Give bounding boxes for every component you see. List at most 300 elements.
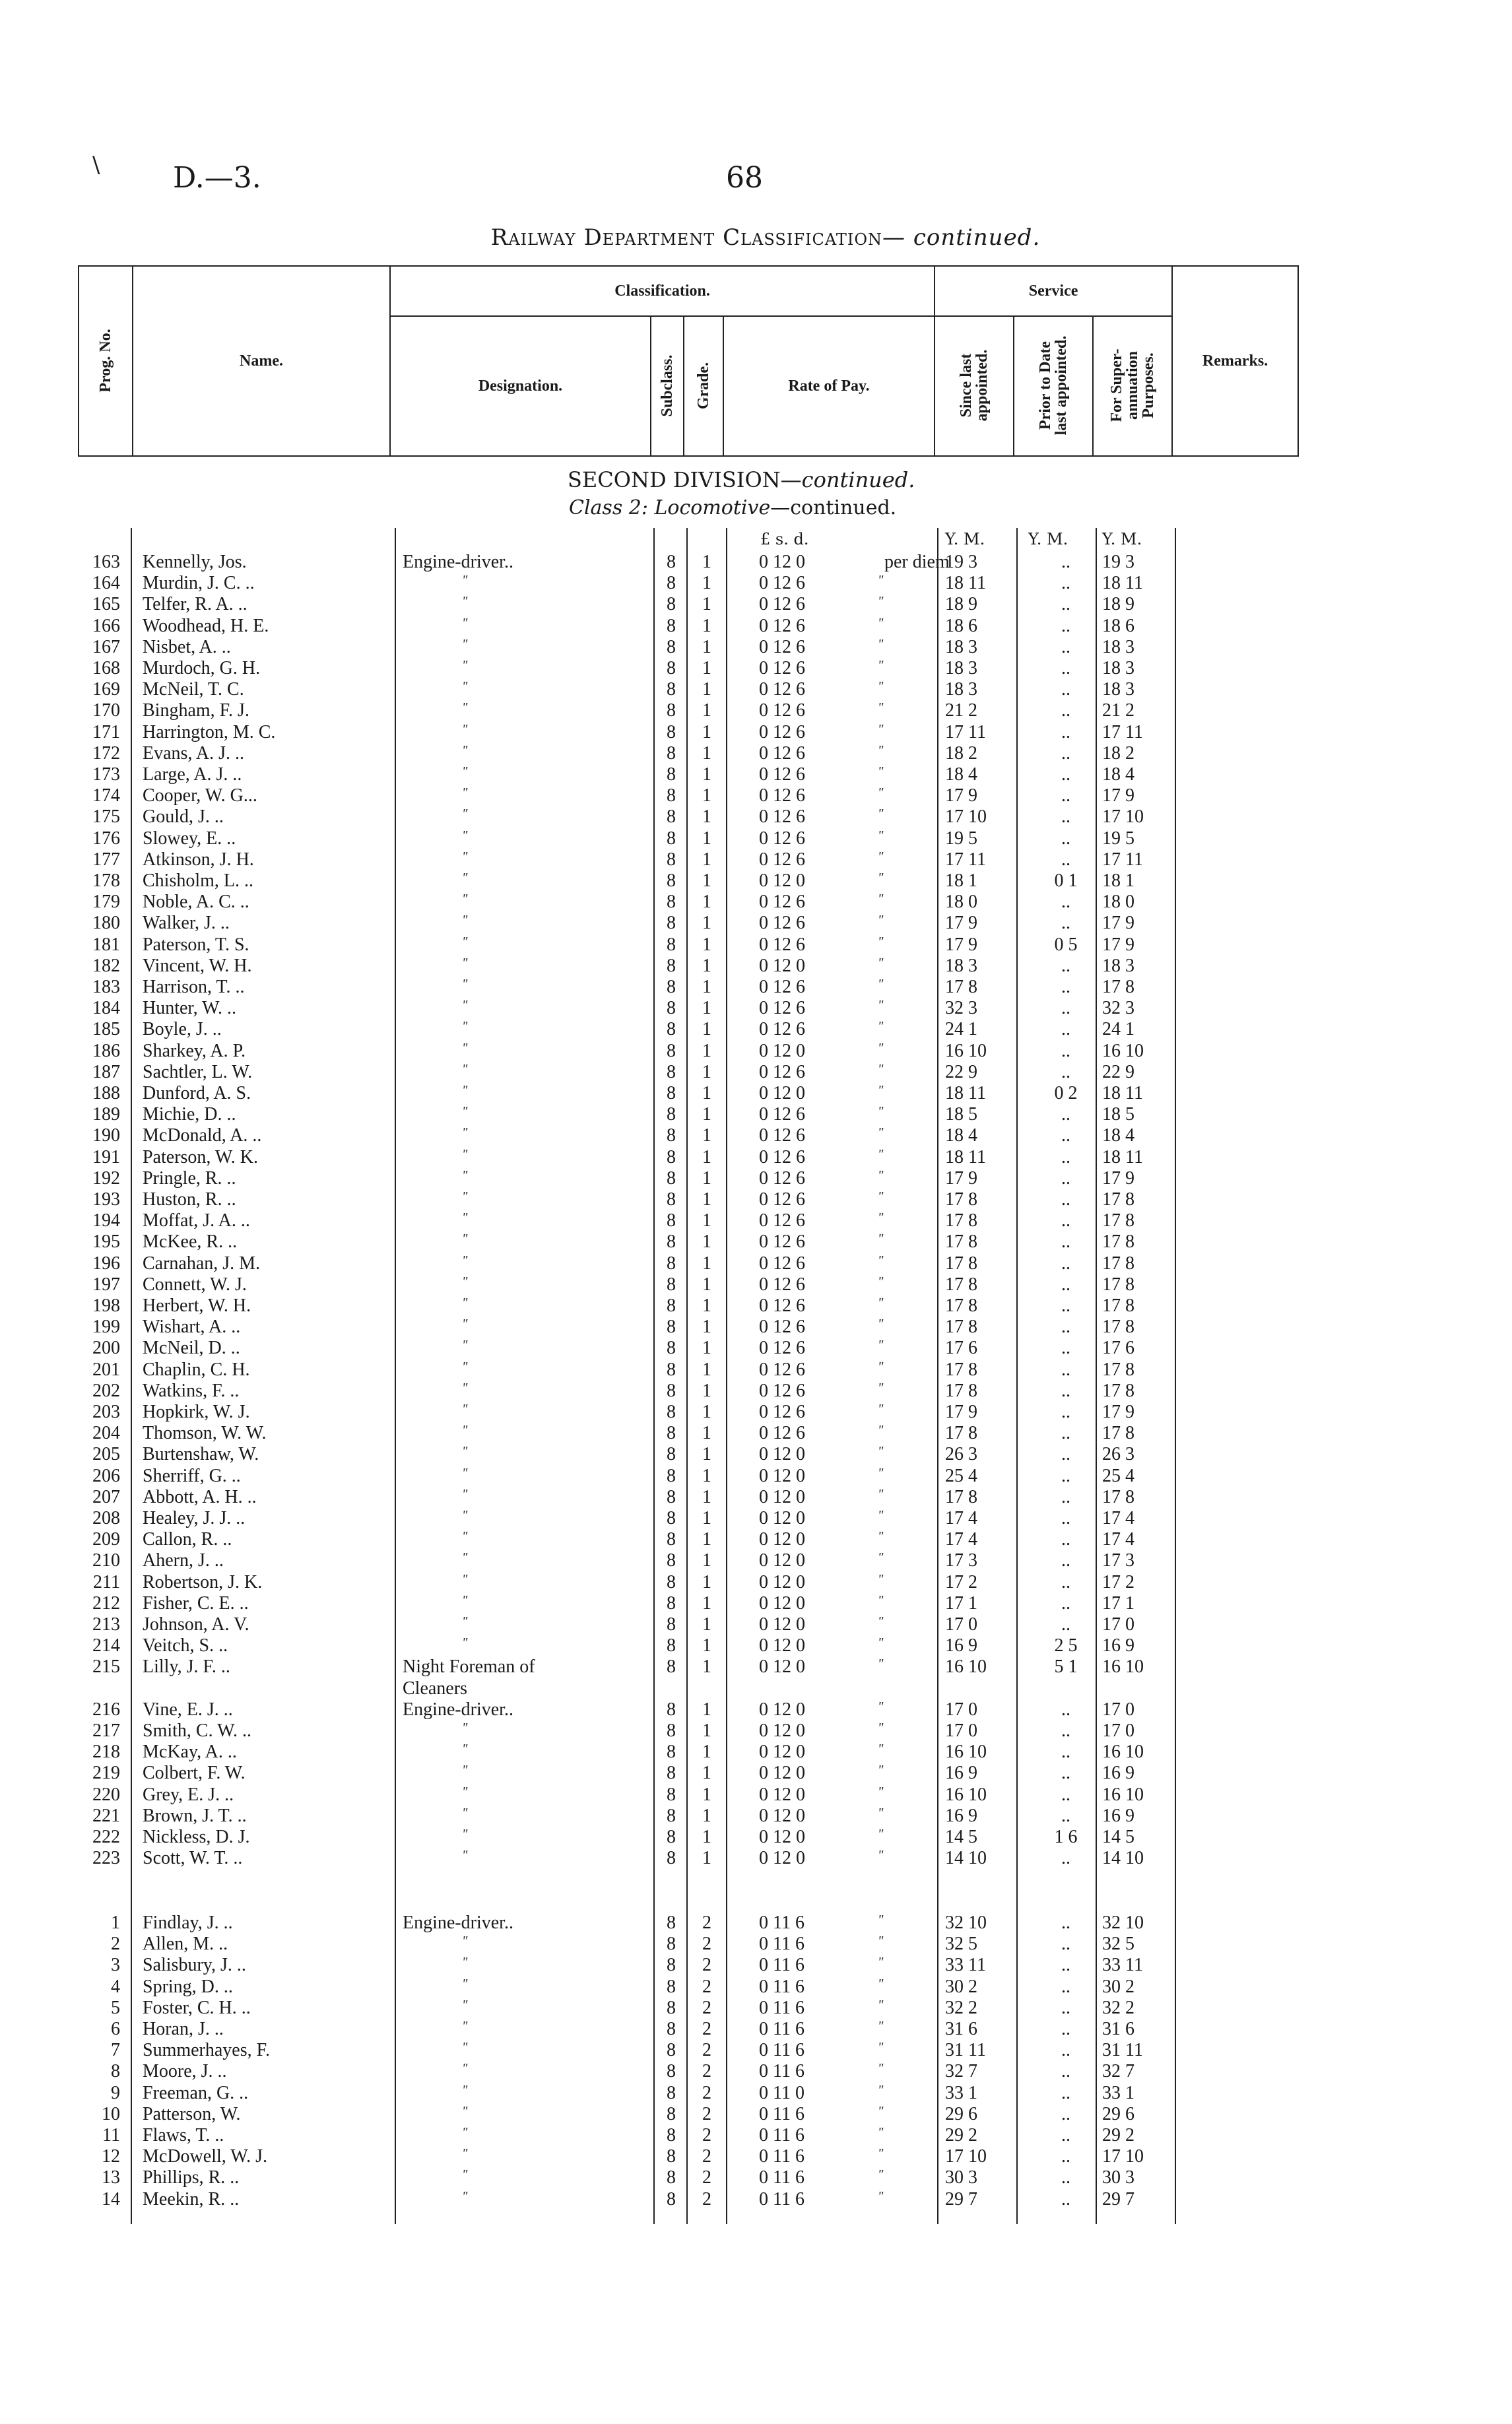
cell-since-last: 17 8 bbox=[945, 1317, 977, 1338]
cell-for-super: 17 8 bbox=[1102, 1189, 1134, 1210]
cell-prog-no: 217 bbox=[92, 1720, 120, 1741]
cell-designation: " bbox=[462, 1061, 468, 1076]
cell-grade: 2 bbox=[702, 1934, 711, 1955]
cell-name: Sherriff, G. .. bbox=[143, 1465, 241, 1486]
cell-name: Chisholm, L. .. bbox=[143, 870, 254, 891]
cell-grade: 1 bbox=[702, 806, 711, 828]
cell-grade: 1 bbox=[702, 1614, 711, 1635]
cell-since-last: 32 7 bbox=[945, 2061, 977, 2082]
cell-for-super: 33 11 bbox=[1102, 1955, 1143, 1976]
cell-name: Allen, M. .. bbox=[143, 1934, 228, 1955]
cell-subclass: 8 bbox=[667, 1976, 676, 1997]
cell-rate-of-pay: 0 12 6 bbox=[759, 636, 805, 657]
cell-prog-no: 207 bbox=[92, 1486, 120, 1507]
cell-grade: 1 bbox=[702, 1019, 711, 1040]
cell-since-last: 17 6 bbox=[945, 1338, 977, 1359]
cell-grade: 1 bbox=[702, 764, 711, 785]
cell-for-super: 17 10 bbox=[1102, 2146, 1144, 2167]
cell-for-super: 18 2 bbox=[1102, 742, 1134, 764]
cell-subclass: 8 bbox=[667, 615, 676, 636]
prior-units: Y. M. bbox=[1028, 530, 1068, 548]
cell-grade: 1 bbox=[702, 636, 711, 657]
cell-designation: " bbox=[462, 1019, 468, 1034]
cell-rate-of-pay: 0 12 6 bbox=[759, 977, 805, 997]
cell-since-last: 17 9 bbox=[945, 1167, 977, 1189]
cell-name: Woodhead, H. E. bbox=[143, 615, 269, 636]
cell-designation: " bbox=[462, 636, 468, 651]
cell-pay-unit: " bbox=[878, 849, 884, 864]
cell-grade: 1 bbox=[702, 1146, 711, 1167]
cell-name: Sachtler, L. W. bbox=[143, 1061, 253, 1082]
cell-rate-of-pay: 0 12 0 bbox=[759, 1444, 805, 1465]
cell-subclass: 8 bbox=[667, 870, 676, 891]
cell-since-last: 30 2 bbox=[945, 1976, 977, 1997]
cell-since-last: 18 3 bbox=[945, 636, 977, 657]
cell-name: Noble, A. C. .. bbox=[143, 892, 249, 913]
cell-subclass: 8 bbox=[667, 955, 676, 976]
cell-prog-no: 208 bbox=[92, 1508, 120, 1528]
cell-pay-unit: " bbox=[878, 1210, 884, 1226]
cell-grade: 1 bbox=[702, 1763, 711, 1784]
cell-pay-unit: " bbox=[878, 2061, 884, 2076]
cell-prior-to-date: .. bbox=[1061, 1614, 1070, 1635]
cell-prog-no: 169 bbox=[92, 679, 120, 700]
cell-name: Salisbury, J. .. bbox=[143, 1955, 246, 1976]
cell-prog-no: 201 bbox=[92, 1359, 120, 1380]
cell-pay-unit: " bbox=[878, 2019, 884, 2033]
cell-subclass: 8 bbox=[667, 1231, 676, 1253]
cell-designation: Night Foreman of bbox=[403, 1656, 535, 1678]
cell-grade: 1 bbox=[702, 1571, 711, 1592]
cell-since-last: 18 11 bbox=[945, 1146, 986, 1167]
cell-designation: " bbox=[462, 679, 468, 694]
cell-pay-unit: " bbox=[878, 764, 884, 779]
cell-since-last: 17 8 bbox=[945, 1295, 977, 1316]
cell-subclass: 8 bbox=[667, 1827, 676, 1847]
cell-pay-unit: " bbox=[878, 679, 884, 694]
cell-subclass: 8 bbox=[667, 1317, 676, 1338]
cell-rate-of-pay: 0 12 6 bbox=[759, 573, 805, 594]
cell-name: Johnson, A. V. bbox=[143, 1614, 249, 1635]
cell-for-super: 29 2 bbox=[1102, 2125, 1134, 2146]
cell-rate-of-pay: 0 12 6 bbox=[759, 913, 805, 934]
cell-since-last: 18 1 bbox=[945, 870, 977, 891]
cell-designation: " bbox=[462, 977, 468, 991]
cell-rate-of-pay: 0 12 0 bbox=[759, 1848, 805, 1869]
cell-designation: " bbox=[462, 1295, 468, 1310]
cell-pay-unit: " bbox=[878, 828, 884, 843]
cell-prog-no: 184 bbox=[92, 998, 120, 1019]
cell-since-last: 17 8 bbox=[945, 1231, 977, 1253]
cell-name: Paterson, T. S. bbox=[143, 934, 249, 955]
cell-rate-of-pay: 0 12 6 bbox=[759, 1146, 805, 1167]
cell-grade: 1 bbox=[702, 1231, 711, 1253]
cell-grade: 1 bbox=[702, 679, 711, 700]
cell-for-super: 14 5 bbox=[1102, 1827, 1134, 1847]
cell-rate-of-pay: 0 12 6 bbox=[759, 721, 805, 742]
cell-grade: 1 bbox=[702, 615, 711, 636]
cell-since-last: 17 9 bbox=[945, 934, 977, 955]
cell-grade: 2 bbox=[702, 1997, 711, 2018]
cell-subclass: 8 bbox=[667, 998, 676, 1019]
cell-grade: 1 bbox=[702, 1040, 711, 1061]
cell-grade: 1 bbox=[702, 1444, 711, 1465]
cell-since-last: 18 9 bbox=[945, 594, 977, 615]
cell-for-super: 22 9 bbox=[1102, 1061, 1134, 1082]
cell-since-last: 17 0 bbox=[945, 1720, 977, 1741]
cell-prog-no: 216 bbox=[92, 1699, 120, 1720]
cell-prior-to-date: .. bbox=[1061, 2019, 1070, 2039]
cell-designation-cont: Cleaners bbox=[403, 1678, 467, 1699]
cell-for-super: 17 10 bbox=[1102, 806, 1144, 828]
cell-name: Findlay, J. .. bbox=[143, 1913, 233, 1933]
cell-pay-unit: " bbox=[878, 892, 884, 907]
cell-subclass: 8 bbox=[667, 573, 676, 594]
rule-pay bbox=[937, 528, 938, 2224]
cell-prog-no: 176 bbox=[92, 828, 120, 849]
cell-subclass: 8 bbox=[667, 1359, 676, 1380]
rule-name bbox=[395, 528, 396, 2224]
cell-subclass: 8 bbox=[667, 1338, 676, 1359]
cell-pay-unit: " bbox=[878, 1550, 884, 1565]
cell-rate-of-pay: 0 12 6 bbox=[759, 1380, 805, 1401]
cell-rate-of-pay: 0 12 6 bbox=[759, 658, 805, 678]
cell-prior-to-date: .. bbox=[1061, 1763, 1070, 1784]
cell-for-super: 16 10 bbox=[1102, 1784, 1144, 1805]
cell-for-super: 16 9 bbox=[1102, 1805, 1134, 1826]
cell-grade: 1 bbox=[702, 552, 711, 572]
cell-rate-of-pay: 0 12 0 bbox=[759, 1550, 805, 1571]
cell-designation: " bbox=[462, 700, 468, 715]
cell-pay-unit: " bbox=[878, 1231, 884, 1247]
cell-rate-of-pay: 0 11 6 bbox=[759, 1955, 805, 1976]
cell-for-super: 18 3 bbox=[1102, 658, 1134, 678]
cell-for-super: 30 3 bbox=[1102, 2167, 1134, 2188]
cell-prog-no: 188 bbox=[92, 1083, 120, 1103]
cell-pay-unit: " bbox=[878, 1848, 884, 1863]
cell-prog-no: 11 bbox=[102, 2125, 120, 2146]
cell-prior-to-date: .. bbox=[1061, 2125, 1070, 2146]
cell-for-super: 16 9 bbox=[1102, 1763, 1134, 1784]
cell-rate-of-pay: 0 12 6 bbox=[759, 1189, 805, 1210]
cell-for-super: 16 9 bbox=[1102, 1635, 1134, 1656]
cell-designation: " bbox=[462, 594, 468, 609]
cell-rate-of-pay: 0 12 0 bbox=[759, 1635, 805, 1656]
cell-prog-no: 181 bbox=[92, 934, 120, 955]
cell-grade: 1 bbox=[702, 1742, 711, 1763]
cell-for-super: 21 2 bbox=[1102, 700, 1134, 721]
cell-prog-no: 197 bbox=[92, 1274, 120, 1295]
cell-for-super: 18 3 bbox=[1102, 679, 1134, 700]
cell-prior-to-date: .. bbox=[1061, 1061, 1070, 1082]
cell-designation: " bbox=[462, 721, 468, 737]
cell-prior-to-date: .. bbox=[1061, 1274, 1070, 1295]
cell-name: Meekin, R. .. bbox=[143, 2188, 240, 2210]
cell-since-last: 18 3 bbox=[945, 955, 977, 976]
col-subclass: Subclass. bbox=[651, 316, 684, 456]
cell-prior-to-date: .. bbox=[1061, 1486, 1070, 1507]
cell-rate-of-pay: 0 12 6 bbox=[759, 1338, 805, 1359]
cell-grade: 1 bbox=[702, 1699, 711, 1720]
cell-since-last: 17 9 bbox=[945, 913, 977, 934]
cell-name: Grey, E. J. .. bbox=[143, 1784, 234, 1805]
cell-subclass: 8 bbox=[667, 2103, 676, 2124]
cell-rate-of-pay: 0 12 6 bbox=[759, 1253, 805, 1274]
cell-prior-to-date: .. bbox=[1061, 1146, 1070, 1167]
cell-prior-to-date: .. bbox=[1061, 1465, 1070, 1486]
cell-prog-no: 221 bbox=[92, 1805, 120, 1826]
cell-pay-unit: " bbox=[878, 1359, 884, 1374]
cell-designation: " bbox=[462, 1146, 468, 1162]
cell-since-last: 17 10 bbox=[945, 806, 987, 828]
cell-prog-no: 196 bbox=[92, 1253, 120, 1274]
cell-name: McKee, R. .. bbox=[143, 1231, 238, 1253]
cell-since-last: 18 2 bbox=[945, 742, 977, 764]
cell-prior-to-date: .. bbox=[1061, 552, 1070, 572]
cell-prog-no: 202 bbox=[92, 1380, 120, 1401]
cell-pay-unit: " bbox=[878, 1040, 884, 1055]
cell-name: Moffat, J. A. .. bbox=[143, 1210, 250, 1231]
cell-prog-no: 195 bbox=[92, 1231, 120, 1253]
cell-pay-unit: " bbox=[878, 1827, 884, 1841]
cell-since-last: 18 0 bbox=[945, 892, 977, 913]
cell-prog-no: 164 bbox=[92, 573, 120, 594]
cell-pay-unit: " bbox=[878, 806, 884, 822]
cell-designation: " bbox=[462, 2103, 468, 2118]
cell-prior-to-date: .. bbox=[1061, 2167, 1070, 2188]
cell-subclass: 8 bbox=[667, 1720, 676, 1741]
cell-subclass: 8 bbox=[667, 1656, 676, 1678]
cell-since-last: 18 3 bbox=[945, 658, 977, 678]
cell-pay-unit: " bbox=[878, 1508, 884, 1523]
cell-pay-unit: " bbox=[878, 1763, 884, 1778]
cell-prog-no: 198 bbox=[92, 1295, 120, 1316]
cell-for-super: 16 10 bbox=[1102, 1040, 1144, 1061]
cell-prog-no: 192 bbox=[92, 1167, 120, 1189]
cell-name: Veitch, S. .. bbox=[143, 1635, 228, 1656]
cell-for-super: 18 9 bbox=[1102, 594, 1134, 615]
cell-subclass: 8 bbox=[667, 721, 676, 742]
cell-subclass: 8 bbox=[667, 1784, 676, 1805]
cell-designation: " bbox=[462, 2019, 468, 2033]
cell-rate-of-pay: 0 12 6 bbox=[759, 764, 805, 785]
cell-grade: 1 bbox=[702, 1083, 711, 1103]
cell-prior-to-date: .. bbox=[1061, 1380, 1070, 1401]
col-rate-of-pay: Rate of Pay. bbox=[723, 316, 935, 456]
cell-rate-of-pay: 0 12 6 bbox=[759, 806, 805, 828]
col-grade: Grade. bbox=[684, 316, 723, 456]
cell-pay-unit: " bbox=[878, 1571, 884, 1587]
cell-prog-no: 10 bbox=[102, 2103, 120, 2124]
cell-name: Gould, J. .. bbox=[143, 806, 224, 828]
cell-designation: " bbox=[462, 1614, 468, 1629]
cell-designation: " bbox=[462, 1423, 468, 1438]
cell-since-last: 32 5 bbox=[945, 1934, 977, 1955]
cell-prior-to-date: 2 5 bbox=[1054, 1635, 1078, 1656]
cell-for-super: 17 6 bbox=[1102, 1338, 1134, 1359]
cell-rate-of-pay: 0 11 6 bbox=[759, 2188, 805, 2210]
cell-since-last: 21 2 bbox=[945, 700, 977, 721]
cell-name: Connett, W. J. bbox=[143, 1274, 247, 1295]
cell-prog-no: 1 bbox=[111, 1913, 120, 1933]
cell-for-super: 30 2 bbox=[1102, 1976, 1134, 1997]
cell-designation: " bbox=[462, 1253, 468, 1268]
cell-since-last: 16 10 bbox=[945, 1656, 987, 1678]
cell-for-super: 25 4 bbox=[1102, 1465, 1134, 1486]
cell-prior-to-date: .. bbox=[1061, 2188, 1070, 2210]
cell-prog-no: 223 bbox=[92, 1848, 120, 1869]
cell-name: Pringle, R. .. bbox=[143, 1167, 236, 1189]
cell-grade: 2 bbox=[702, 1913, 711, 1933]
cell-name: Kennelly, Jos. bbox=[143, 552, 247, 572]
cell-subclass: 8 bbox=[667, 2125, 676, 2146]
cell-grade: 1 bbox=[702, 1720, 711, 1741]
cell-for-super: 17 9 bbox=[1102, 913, 1134, 934]
cell-name: Paterson, W. K. bbox=[143, 1146, 258, 1167]
cell-rate-of-pay: 0 12 0 bbox=[759, 1508, 805, 1528]
cell-pay-unit: " bbox=[878, 2103, 884, 2118]
cell-grade: 1 bbox=[702, 870, 711, 891]
cell-pay-unit: " bbox=[878, 1125, 884, 1140]
cell-prior-to-date: .. bbox=[1061, 1934, 1070, 1955]
cell-since-last: 17 8 bbox=[945, 1380, 977, 1401]
cell-rate-of-pay: 0 12 0 bbox=[759, 1614, 805, 1635]
cell-pay-unit: " bbox=[878, 1402, 884, 1416]
cell-name: Flaws, T. .. bbox=[143, 2125, 224, 2146]
cell-prior-to-date: .. bbox=[1061, 1189, 1070, 1210]
cell-rate-of-pay: 0 12 6 bbox=[759, 700, 805, 721]
cell-for-super: 17 8 bbox=[1102, 1317, 1134, 1338]
cell-since-last: 18 11 bbox=[945, 573, 986, 594]
cell-designation: " bbox=[462, 1997, 468, 2012]
cell-name: Slowey, E. .. bbox=[143, 828, 236, 849]
cell-pay-unit: " bbox=[878, 1104, 884, 1119]
cell-since-last: 17 2 bbox=[945, 1571, 977, 1592]
cell-since-last: 29 6 bbox=[945, 2103, 977, 2124]
cell-since-last: 31 11 bbox=[945, 2040, 986, 2061]
cell-prior-to-date: .. bbox=[1061, 2040, 1070, 2061]
cell-rate-of-pay: 0 12 0 bbox=[759, 1720, 805, 1741]
cell-since-last: 17 8 bbox=[945, 977, 977, 997]
cell-since-last: 22 9 bbox=[945, 1061, 977, 1082]
cell-grade: 1 bbox=[702, 1784, 711, 1805]
cell-grade: 1 bbox=[702, 1423, 711, 1444]
cell-prog-no: 222 bbox=[92, 1827, 120, 1847]
cell-designation: " bbox=[462, 806, 468, 822]
cell-grade: 1 bbox=[702, 785, 711, 806]
cell-subclass: 8 bbox=[667, 1210, 676, 1231]
cell-rate-of-pay: 0 11 6 bbox=[759, 1934, 805, 1955]
cell-designation: " bbox=[462, 1231, 468, 1247]
cell-prog-no: 163 bbox=[92, 552, 120, 572]
cell-name: Moore, J. .. bbox=[143, 2061, 227, 2082]
col-name: Name. bbox=[133, 266, 390, 456]
cell-grade: 1 bbox=[702, 955, 711, 976]
cell-for-super: 16 10 bbox=[1102, 1656, 1144, 1678]
cell-for-super: 29 6 bbox=[1102, 2103, 1134, 2124]
cell-name: Spring, D. .. bbox=[143, 1976, 233, 1997]
cell-for-super: 17 9 bbox=[1102, 1402, 1134, 1422]
cell-for-super: 18 1 bbox=[1102, 870, 1134, 891]
cell-grade: 2 bbox=[702, 2125, 711, 2146]
cell-since-last: 14 10 bbox=[945, 1848, 987, 1869]
cell-name: Evans, A. J. .. bbox=[143, 742, 244, 764]
cell-since-last: 33 1 bbox=[945, 2082, 977, 2103]
cell-prog-no: 6 bbox=[111, 2019, 120, 2039]
cell-since-last: 19 3 bbox=[945, 552, 977, 572]
cell-prior-to-date: .. bbox=[1061, 636, 1070, 657]
cell-prior-to-date: .. bbox=[1061, 594, 1070, 615]
rule-sub bbox=[686, 528, 688, 2224]
cell-grade: 1 bbox=[702, 1656, 711, 1678]
cell-designation: Engine-driver.. bbox=[403, 552, 513, 572]
cell-since-last: 24 1 bbox=[945, 1019, 977, 1040]
cell-since-last: 18 5 bbox=[945, 1104, 977, 1125]
cell-rate-of-pay: 0 11 6 bbox=[759, 2061, 805, 2082]
cell-name: Hopkirk, W. J. bbox=[143, 1402, 250, 1422]
cell-name: Brown, J. T. .. bbox=[143, 1805, 247, 1826]
cell-for-super: 32 3 bbox=[1102, 998, 1134, 1019]
cell-for-super: 17 9 bbox=[1102, 1167, 1134, 1189]
cell-subclass: 8 bbox=[667, 1189, 676, 1210]
cell-subclass: 8 bbox=[667, 1253, 676, 1274]
cell-for-super: 17 9 bbox=[1102, 934, 1134, 955]
cell-rate-of-pay: 0 12 6 bbox=[759, 1274, 805, 1295]
cell-subclass: 8 bbox=[667, 785, 676, 806]
cell-prior-to-date: .. bbox=[1061, 955, 1070, 976]
cell-subclass: 8 bbox=[667, 2146, 676, 2167]
cell-designation: " bbox=[462, 1338, 468, 1353]
cell-for-super: 31 11 bbox=[1102, 2040, 1143, 2061]
cell-name: McDonald, A. .. bbox=[143, 1125, 262, 1146]
cell-rate-of-pay: 0 12 6 bbox=[759, 1359, 805, 1380]
cell-prog-no: 14 bbox=[102, 2188, 120, 2210]
cell-subclass: 8 bbox=[667, 828, 676, 849]
cell-for-super: 17 0 bbox=[1102, 1699, 1134, 1720]
cell-since-last: 17 1 bbox=[945, 1592, 977, 1614]
cell-prior-to-date: .. bbox=[1061, 1402, 1070, 1422]
cell-prior-to-date: .. bbox=[1061, 1338, 1070, 1359]
cell-grade: 1 bbox=[702, 658, 711, 678]
cell-grade: 1 bbox=[702, 934, 711, 955]
cell-prior-to-date: .. bbox=[1061, 1253, 1070, 1274]
cell-grade: 1 bbox=[702, 700, 711, 721]
cell-pay-unit: " bbox=[878, 615, 884, 630]
cell-designation: " bbox=[462, 1359, 468, 1374]
cell-grade: 1 bbox=[702, 977, 711, 997]
cell-since-last: 17 0 bbox=[945, 1699, 977, 1720]
cell-subclass: 8 bbox=[667, 1146, 676, 1167]
cell-since-last: 17 8 bbox=[945, 1274, 977, 1295]
cell-prior-to-date: .. bbox=[1061, 998, 1070, 1019]
cell-name: Lilly, J. F. .. bbox=[143, 1656, 230, 1678]
cell-pay-unit: " bbox=[878, 1934, 884, 1949]
cell-grade: 1 bbox=[702, 1380, 711, 1401]
cell-rate-of-pay: 0 12 6 bbox=[759, 679, 805, 700]
cell-name: Murdin, J. C. .. bbox=[143, 573, 255, 594]
cell-name: Cooper, W. G... bbox=[143, 785, 257, 806]
col-classification: Classification. bbox=[390, 266, 935, 316]
cell-subclass: 8 bbox=[667, 1763, 676, 1784]
cell-rate-of-pay: 0 11 6 bbox=[759, 1913, 805, 1933]
cell-subclass: 8 bbox=[667, 892, 676, 913]
cell-for-super: 18 11 bbox=[1102, 1146, 1143, 1167]
cell-pay-unit: " bbox=[878, 1146, 884, 1162]
cell-since-last: 16 9 bbox=[945, 1805, 977, 1826]
cell-grade: 1 bbox=[702, 1402, 711, 1422]
cell-subclass: 8 bbox=[667, 1913, 676, 1933]
col-designation: Designation. bbox=[390, 316, 651, 456]
